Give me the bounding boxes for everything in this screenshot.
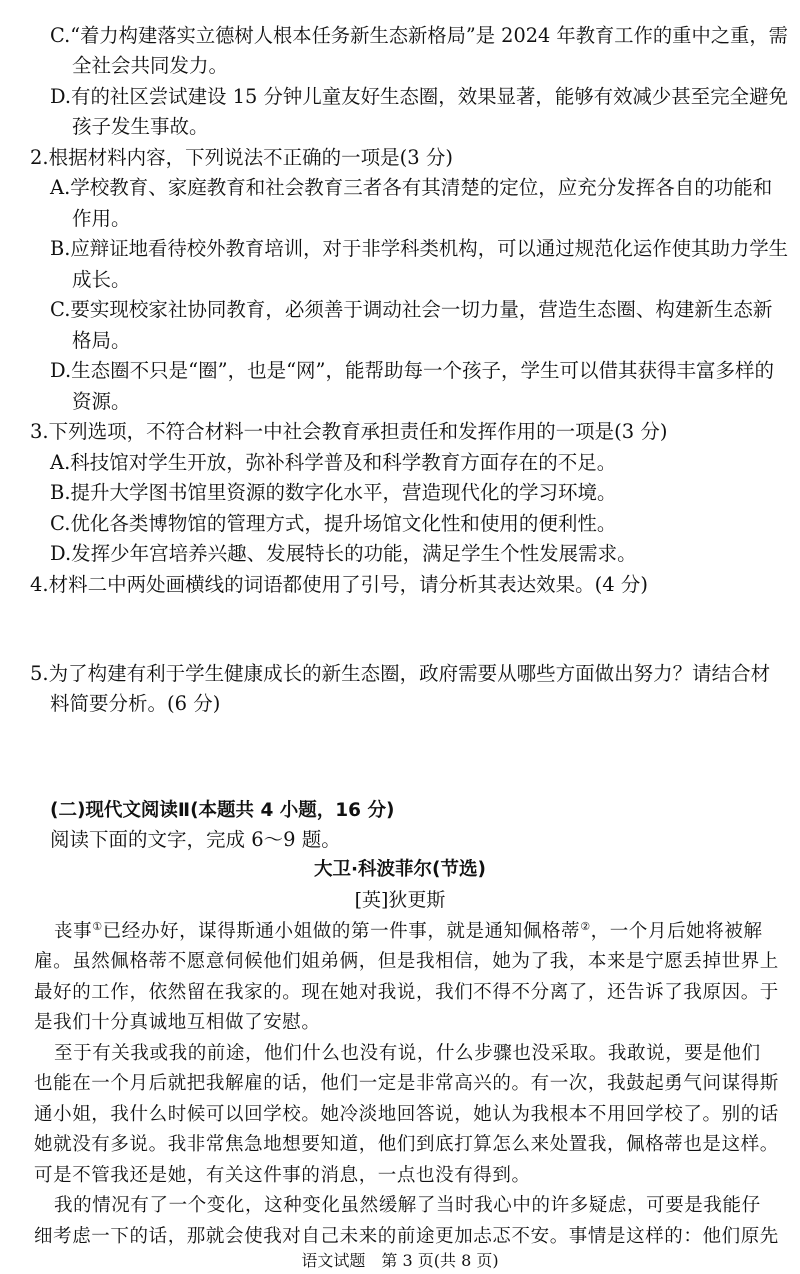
passage-text: ，一个月后她将被解 <box>590 921 763 942</box>
passage-title: 大卫·科波菲尔(节选) <box>314 859 486 880</box>
passage-p1-line-2: 雇。虽然佩格蒂不愿意伺候他们姐弟俩，但是我相信，她为了我，本来是宁愿丢掉世界上 <box>34 951 779 972</box>
passage-p1-line-3: 最好的工作，依然留在我家的。现在她对我说，我们不得不分离了，还告诉了我原因。于 <box>34 982 779 1003</box>
passage-p1-line-4: 是我们十分真诚地互相做了安慰。 <box>34 1012 321 1033</box>
q3-option-d: D.发挥少年宫培养兴趣、发展特长的功能，满足学生个性发展需求。 <box>50 542 637 565</box>
q5-stem-line-1: 5.为了构建有利于学生健康成长的新生态圈，政府需要从哪些方面做出努力？请结合材 <box>30 662 771 685</box>
q2-option-a-line-1: A.学校教育、家庭教育和社会教育三者各有其清楚的定位，应充分发挥各自的功能和 <box>50 176 773 199</box>
q3-stem: 3.下列选项，不符合材料一中社会教育承担责任和发挥作用的一项是(3 分) <box>30 420 668 443</box>
q2-option-c-line-1: C.要实现校家社协同教育，必须善于调动社会一切力量，营造生态圈、构建新生态新 <box>50 298 773 321</box>
q3-option-b: B.提升大学图书馆里资源的数字化水平，营造现代化的学习环境。 <box>50 481 617 504</box>
q3-option-a: A.科技馆对学生开放，弥补科学普及和科学教育方面存在的不足。 <box>50 451 617 474</box>
passage-p2-line-1: 至于有关我或我的前途，他们什么也没有说，什么步骤也没采取。我敢说，要是他们 <box>54 1043 761 1064</box>
footnote-marker: ② <box>580 919 591 933</box>
q5-stem-line-2: 料简要分析。(6 分) <box>50 692 221 715</box>
q1-option-d-line-2: 孩子发生事故。 <box>72 115 209 138</box>
section-instruction: 阅读下面的文字，完成 6～9 题。 <box>50 828 341 851</box>
q2-option-c-line-2: 格局。 <box>72 329 131 352</box>
page-footer: 语文试题 第 3 页(共 8 页) <box>301 1251 499 1270</box>
q1-option-d-line-1: D.有的社区尝试建设 15 分钟儿童友好生态圈，效果显著，能够有效减少甚至完全避免 <box>50 85 788 108</box>
section-heading: (二)现代文阅读Ⅱ(本题共 4 小题，16 分) <box>50 800 395 821</box>
q2-stem: 2.根据材料内容，下列说法不正确的一项是(3 分) <box>30 146 453 169</box>
q1-option-c-line-1: C.“着力构建落实立德树人根本任务新生态新格局”是 2024 年教育工作的重中之重，需 <box>50 24 788 47</box>
passage-p2-line-5: 可是不管我还是她，有关这件事的消息，一点也没有得到。 <box>34 1165 531 1186</box>
passage-p3-line-2: 细考虑一下的话，那就会使我对自己未来的前途更加忐忑不安。事情是这样的：他们原先 <box>34 1226 779 1247</box>
passage-p2-line-3: 通小姐，我什么时候可以回学校。她冷淡地回答说，她认为我根本不用回学校了。别的话 <box>34 1104 779 1125</box>
footnote-marker: ① <box>92 919 103 933</box>
passage-text: 已经办好，谋得斯通小姐做的第一件事，就是通知佩格蒂 <box>102 921 581 942</box>
q2-option-b-line-2: 成长。 <box>72 268 131 291</box>
q2-option-b-line-1: B.应辩证地看待校外教育培训，对于非学科类机构，可以通过规范化运作使其助力学生 <box>50 237 789 260</box>
passage-p1-line-1 <box>54 918 763 946</box>
passage-author: [英]狄更斯 <box>354 889 446 911</box>
q3-option-c: C.优化各类博物馆的管理方式，提升场馆文化性和使用的便利性。 <box>50 512 617 535</box>
q2-option-d-line-1: D.生态圈不只是“圈”，也是“网”，能帮助每一个孩子，学生可以借其获得丰富多样的 <box>50 359 775 382</box>
passage-p2-line-4: 她就没有多说。我非常焦急地想要知道，他们到底打算怎么来处置我，佩格蒂也是这样。 <box>34 1134 779 1155</box>
q2-option-d-line-2: 资源。 <box>72 390 131 413</box>
passage-text: 丧事 <box>54 921 93 942</box>
passage-p2-line-2: 也能在一个月后就把我解雇的话，他们一定是非常高兴的。有一次，我鼓起勇气问谋得斯 <box>34 1073 779 1094</box>
q1-option-c-line-2: 全社会共同发力。 <box>72 54 229 77</box>
q2-option-a-line-2: 作用。 <box>72 207 131 230</box>
q4-stem: 4.材料二中两处画横线的词语都使用了引号，请分析其表达效果。(4 分) <box>30 573 648 596</box>
passage-p3-line-1: 我的情况有了一个变化，这种变化虽然缓解了当时我心中的许多疑虑，可要是我能仔 <box>54 1195 761 1216</box>
